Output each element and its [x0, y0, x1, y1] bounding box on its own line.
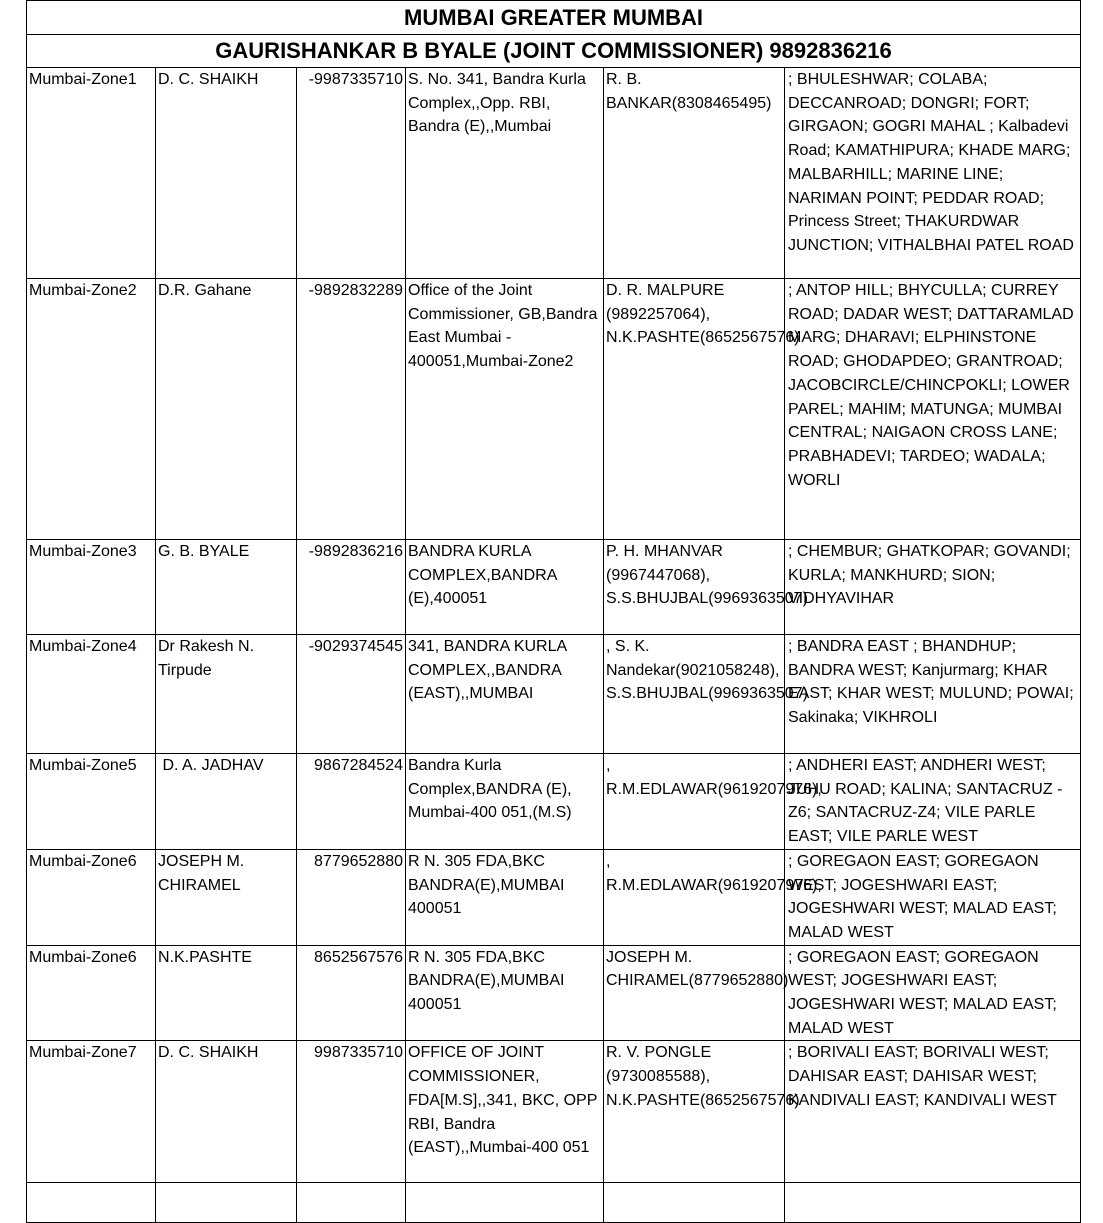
areas-cell: ; GOREGAON EAST; GOREGAON WEST; JOGESHWARI EAST; JOGESHWARI WEST; MALAD EAST; MALAD WEST	[785, 945, 1081, 1041]
areas-cell: ; BHULESHWAR; COLABA; DECCANROAD; DONGRI; FORT; GIRGAON; GOGRI MAHAL ; Kalbadevi Road; KAMATHIPURA; KHADE MARG; MALBARHILL; MARINE LINE; NARIMAN POINT; PEDDAR ROAD; Princess Street; THAKURDWAR JUNCTION; VITHALBHAI PATEL ROAD	[785, 68, 1081, 279]
subtitle-row	[27, 35, 1081, 68]
areas-cell: ; BANDRA EAST ; BHANDHUP; BANDRA WEST; Kanjurmarg; KHAR EAST; KHAR WEST; MULUND; POWAI; Sakinaka; VIKHROLI	[785, 635, 1081, 754]
table-row	[27, 1041, 1081, 1183]
table-row	[27, 635, 1081, 754]
zone-cell: Mumbai-Zone7	[27, 1041, 156, 1183]
areas-cell: ; GOREGAON EAST; GOREGAON WEST; JOGESHWARI EAST; JOGESHWARI WEST; MALAD EAST; MALAD WEST	[785, 849, 1081, 945]
contact-cell: R. V. PONGLE (9730085588), N.K.PASHTE(8652567576)	[604, 1041, 785, 1183]
contact-cell: , R.M.EDLAWAR(9619207976),	[604, 849, 785, 945]
contact-cell: P. H. MHANVAR (9967447068), S.S.BHUJBAL(9969363507)	[604, 540, 785, 635]
officer-name-cell: D. C. SHAIKH	[156, 1041, 297, 1183]
zone-cell: Mumbai-Zone3	[27, 540, 156, 635]
zone-cell: Mumbai-Zone6	[27, 945, 156, 1041]
table-row	[27, 945, 1081, 1041]
address-cell: Office of the Joint Commissioner, GB,Bandra East Mumbai - 400051,Mumbai-Zone2	[406, 279, 604, 540]
address-cell: R N. 305 FDA,BKC BANDRA(E),MUMBAI 400051	[406, 849, 604, 945]
contact-cell: , S. K. Nandekar(9021058248), S.S.BHUJBAL(9969363507)	[604, 635, 785, 754]
address-cell: 341, BANDRA KURLA COMPLEX,,BANDRA (EAST),,MUMBAI	[406, 635, 604, 754]
officer-name-cell: D. C. SHAIKH	[156, 68, 297, 279]
phone-cell: 8652567576	[297, 945, 406, 1041]
phone-cell: -9029374545	[297, 635, 406, 754]
zone-cell: Mumbai-Zone1	[27, 68, 156, 279]
phone-cell: -9892832289	[297, 279, 406, 540]
contact-cell: JOSEPH M. CHIRAMEL(8779652880)	[604, 945, 785, 1041]
table-title: MUMBAI GREATER MUMBAI	[27, 1, 1081, 35]
phone-cell: -9892836216	[297, 540, 406, 635]
officer-table-sheet	[26, 0, 1080, 1223]
zone-cell: Mumbai-Zone2	[27, 279, 156, 540]
table-row	[27, 754, 1081, 850]
officer-name-cell: D. A. JADHAV	[156, 754, 297, 850]
empty-cell	[27, 1183, 156, 1223]
table-row	[27, 849, 1081, 945]
phone-cell: -9987335710	[297, 68, 406, 279]
contact-cell: D. R. MALPURE (9892257064), N.K.PASHTE(8652567576)	[604, 279, 785, 540]
table-subtitle: GAURISHANKAR B BYALE (JOINT COMMISSIONER) 9892836216	[27, 35, 1081, 68]
officer-name-cell: D.R. Gahane	[156, 279, 297, 540]
table-row-partial	[27, 1183, 1081, 1223]
empty-cell	[785, 1183, 1081, 1223]
contact-cell: , R.M.EDLAWAR(9619207976),	[604, 754, 785, 850]
empty-cell	[297, 1183, 406, 1223]
table-row	[27, 279, 1081, 540]
areas-cell: ; ANTOP HILL; BHYCULLA; CURREY ROAD; DADAR WEST; DATTARAMLAD MARG; DHARAVI; ELPHINSTONE ROAD; GHODAPDEO; GRANTROAD; JACOBCIRCLE/CHINCPOKLI; LOWER PAREL; MAHIM; MATUNGA; MUMBAI CENTRAL; NAIGAON CROSS LANE; PRABHADEVI; TARDEO; WADALA; WORLI	[785, 279, 1081, 540]
officer-name-cell: Dr Rakesh N. Tirpude	[156, 635, 297, 754]
address-cell: R N. 305 FDA,BKC BANDRA(E),MUMBAI 400051	[406, 945, 604, 1041]
zone-cell: Mumbai-Zone5	[27, 754, 156, 850]
phone-cell: 9987335710	[297, 1041, 406, 1183]
zone-cell: Mumbai-Zone4	[27, 635, 156, 754]
address-cell: BANDRA KURLA COMPLEX,BANDRA (E),400051	[406, 540, 604, 635]
areas-cell: ; BORIVALI EAST; BORIVALI WEST; DAHISAR EAST; DAHISAR WEST; KANDIVALI EAST; KANDIVALI WEST	[785, 1041, 1081, 1183]
officer-table	[26, 0, 1081, 1223]
officer-name-cell: JOSEPH M. CHIRAMEL	[156, 849, 297, 945]
zone-cell: Mumbai-Zone6	[27, 849, 156, 945]
areas-cell: ; CHEMBUR; GHATKOPAR; GOVANDI; KURLA; MANKHURD; SION; VIDHYAVIHAR	[785, 540, 1081, 635]
address-cell: Bandra Kurla Complex,BANDRA (E), Mumbai-400 051,(M.S)	[406, 754, 604, 850]
title-row	[27, 1, 1081, 35]
empty-cell	[156, 1183, 297, 1223]
phone-cell: 8779652880	[297, 849, 406, 945]
areas-cell: ; ANDHERI EAST; ANDHERI WEST; JUHU ROAD; KALINA; SANTACRUZ -Z6; SANTACRUZ-Z4; VILE PARLE EAST; VILE PARLE WEST	[785, 754, 1081, 850]
officer-name-cell: N.K.PASHTE	[156, 945, 297, 1041]
address-cell: OFFICE OF JOINT COMMISSIONER, FDA[M.S],,341, BKC, OPP RBI, Bandra (EAST),,Mumbai-400 051	[406, 1041, 604, 1183]
phone-cell: 9867284524	[297, 754, 406, 850]
empty-cell	[406, 1183, 604, 1223]
table-row	[27, 540, 1081, 635]
table-row	[27, 68, 1081, 279]
officer-name-cell: G. B. BYALE	[156, 540, 297, 635]
empty-cell	[604, 1183, 785, 1223]
contact-cell: R. B. BANKAR(8308465495)	[604, 68, 785, 279]
address-cell: S. No. 341, Bandra Kurla Complex,,Opp. RBI, Bandra (E),,Mumbai	[406, 68, 604, 279]
